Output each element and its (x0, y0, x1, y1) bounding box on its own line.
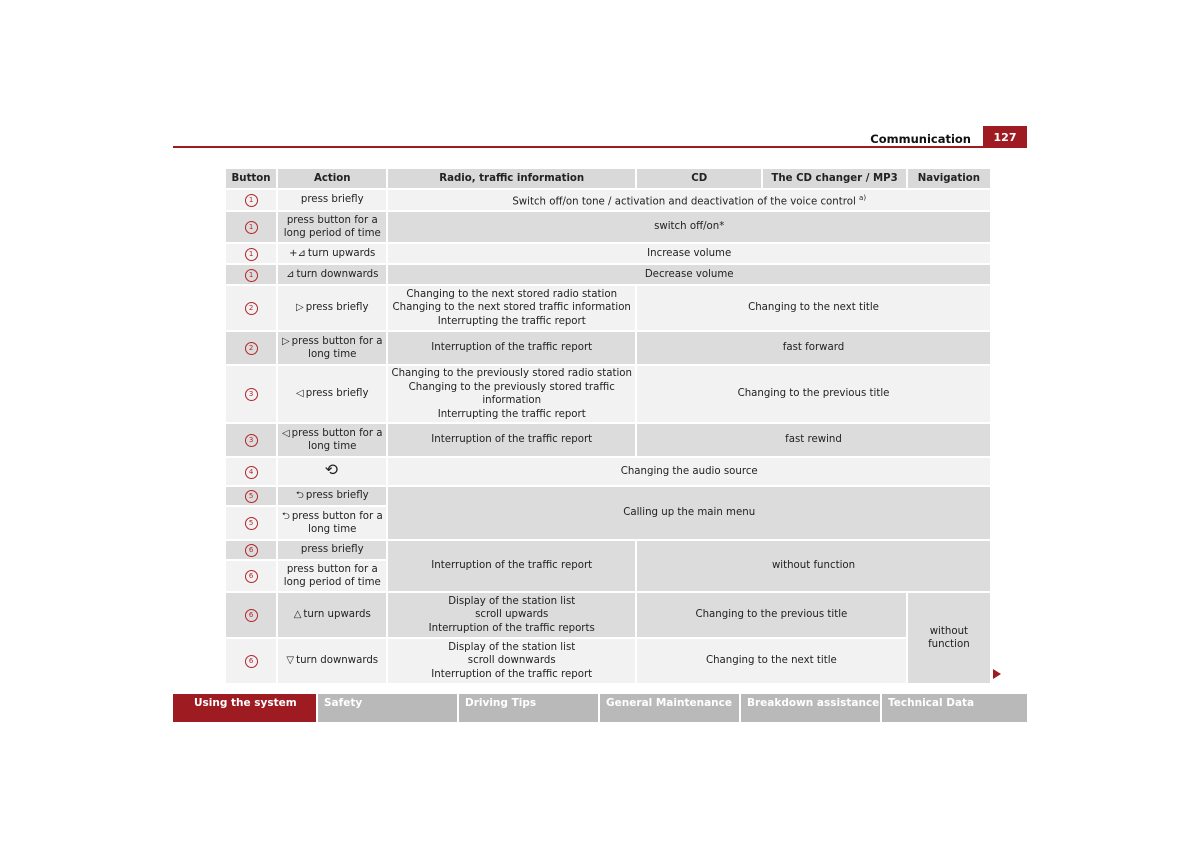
tab-breakdown-assistance[interactable]: Breakdown assistance (741, 694, 880, 722)
radio-cell: Interruption of the traffic report (388, 541, 635, 591)
table-row (226, 212, 990, 242)
nav-cell: without function (908, 593, 990, 683)
button-number-badge: 6 (245, 655, 258, 668)
merged-cell: Decrease volume (388, 265, 990, 284)
tab-using-the-system[interactable]: Using the system (173, 694, 316, 722)
col-header: The CD changer / MP3 (763, 169, 905, 188)
button-number-badge: 5 (245, 490, 258, 503)
action-cell: press briefly (278, 190, 386, 210)
tab-driving-tips[interactable]: Driving Tips (459, 694, 598, 722)
footnote-marker: a) (859, 193, 867, 202)
button-number-badge: 6 (245, 609, 258, 622)
button-number-badge: 6 (245, 570, 258, 583)
button-number-badge: 3 (245, 434, 258, 447)
cd-cell: Changing to the next title (637, 639, 906, 683)
action-cell: ◁ press button for a long time (278, 424, 386, 456)
rest-cell: without function (637, 541, 990, 591)
action-cell: ⮌ press briefly (278, 487, 386, 505)
triangle-down-icon: ▽ (286, 655, 295, 667)
table-row (226, 487, 990, 505)
action-cell: ⊿ turn downwards (278, 265, 386, 284)
table-row (226, 244, 990, 263)
bottom-nav (173, 694, 1027, 722)
seek-next-icon: ▷ (296, 302, 304, 314)
table-row (226, 593, 990, 637)
back-menu-icon: ⮌ (281, 510, 290, 522)
merged-cell: Switch off/on tone / activation and deactivation of the voice control $^{a)}$ (388, 190, 990, 210)
col-header: CD (637, 169, 761, 188)
button-number-badge: 4 (245, 466, 258, 479)
triangle-up-icon: △ (293, 609, 302, 621)
merged-cell: switch off/on* (388, 212, 990, 242)
cd-cell: Changing to the previous title (637, 593, 906, 637)
table-row (226, 424, 990, 456)
table-row (226, 265, 990, 284)
table-row (226, 366, 990, 422)
action-cell: △ turn upwards (278, 593, 386, 637)
volume-up-icon: +⊿ (289, 247, 306, 259)
merged-cell: Increase volume (388, 244, 990, 263)
radio-cell: Display of the station list scroll upwards Interruption of the traffic reports (388, 593, 635, 637)
action-cell: ⮌ press button for a long time (278, 507, 386, 539)
radio-cell: Display of the station list scroll downwards Interruption of the traffic report (388, 639, 635, 683)
action-cell: press briefly (278, 541, 386, 559)
table-row (226, 286, 990, 330)
page-number: 127 (983, 126, 1027, 148)
rest-cell: Changing to the next title (637, 286, 990, 330)
seek-next-icon: ▷ (281, 335, 290, 347)
tab-technical-data[interactable]: Technical Data (882, 694, 1027, 722)
page-header (173, 126, 1027, 148)
merged-cell: Changing the audio source (388, 458, 990, 485)
col-header: Button (226, 169, 276, 188)
col-header: Action (278, 169, 386, 188)
table-row (226, 458, 990, 485)
button-number-badge: 3 (245, 388, 258, 401)
action-cell: ▷ press briefly (278, 286, 386, 330)
seek-previous-icon: ◁ (296, 388, 304, 400)
radio-cell: Interruption of the traffic report (388, 424, 635, 456)
tab-general-maintenance[interactable]: General Maintenance (600, 694, 739, 722)
action-cell: ▷ press button for a long time (278, 332, 386, 364)
section-title: Communication (870, 132, 971, 146)
action-cell: ▽ turn downwards (278, 639, 386, 683)
button-number-badge: 5 (245, 517, 258, 530)
button-number-badge: 1 (245, 194, 258, 207)
volume-down-icon: ⊿ (286, 268, 295, 280)
action-cell: +⊿ turn upwards (278, 244, 386, 263)
table-row (226, 541, 990, 559)
col-header: Radio, traffic information (388, 169, 635, 188)
action-cell: press button for a long period of time (278, 212, 386, 242)
button-number-badge: 1 (245, 248, 258, 261)
action-cell: ◁ press briefly (278, 366, 386, 422)
col-header: Navigation (908, 169, 990, 188)
button-number-badge: 2 (245, 302, 258, 315)
continue-arrow-icon (993, 669, 1001, 679)
table-row (226, 332, 990, 364)
rest-cell: Changing to the previous title (637, 366, 990, 422)
button-number-badge: 2 (245, 342, 258, 355)
merged-cell: Calling up the main menu (388, 487, 990, 539)
audio-source-icon: ⟲ (324, 460, 338, 480)
header-rule (173, 146, 1027, 148)
button-number-badge: 1 (245, 269, 258, 282)
tab-safety[interactable]: Safety (318, 694, 457, 722)
button-number-badge: 6 (245, 544, 258, 557)
radio-cell: Changing to the next stored radio station Changing to the next stored traffic information Interrupting the traffic report (388, 286, 635, 330)
table-row (226, 190, 990, 210)
radio-cell: Interruption of the traffic report (388, 332, 635, 364)
button-number-badge: 1 (245, 221, 258, 234)
table-header-row (226, 169, 990, 188)
rest-cell: fast rewind (637, 424, 990, 456)
radio-cell: Changing to the previously stored radio station Changing to the previously stored traffic information Interrupting the traffic report (388, 366, 635, 422)
controls-table (224, 167, 992, 685)
action-cell: press button for a long period of time (278, 561, 386, 591)
action-cell (278, 458, 386, 485)
rest-cell: fast forward (637, 332, 990, 364)
table-row (226, 639, 990, 683)
seek-previous-icon: ◁ (281, 427, 290, 439)
back-menu-icon: ⮌ (295, 490, 304, 502)
